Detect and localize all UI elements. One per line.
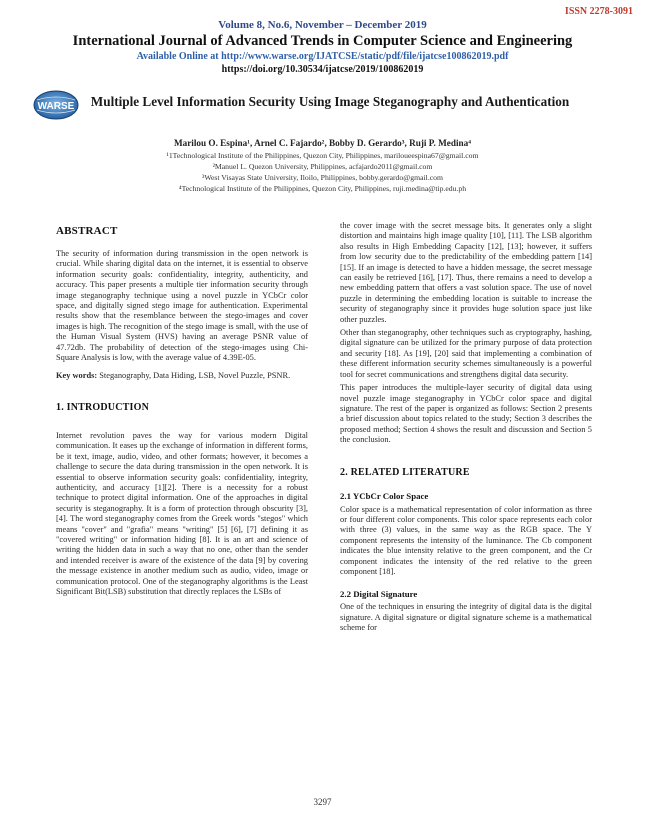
- keywords-label: Key words:: [56, 371, 98, 381]
- warse-logo: [29, 90, 83, 120]
- paper-title: Multiple Level Information Security Using Image Steganography and Authentication: [90, 94, 570, 109]
- digital-signature-text: One of the techniques in ensuring the integrity of digital data is the digital signature. A digital signature or digital signature scheme is a mathematical scheme for: [340, 602, 592, 633]
- globe-logo-icon: [29, 90, 83, 120]
- logo-text: WARSE: [37, 101, 75, 112]
- keywords-text: Steganography, Data Hiding, LSB, Novel Puzzle, PSNR.: [99, 371, 291, 381]
- affiliation: ¹1Technological Institute of the Philippines, Quezon City, Philippines, mariloueespina67@gmail.com: [166, 151, 479, 160]
- abstract-text: The security of information during transmission in the open network is crucial. While sharing digital data on the internet, it is essential to observe information security goals: confidentiality, integrity, authenticity, and accuracy. This paper presents a multiple tier information security through image steganography technique using a novel puzzle in YCbCr color space, and digitally signed stego image for authentication. Experimental results show that the resemblance between the stego-images and cover images is high. The recognition of the stego image is small, with the use of the Human Visual System (HVS) having an average PSNR value of 47.72db. The probability of detection of the stego-images using Chi-Square Analysis is low, with the average value of 4.39E-05.: [56, 249, 308, 363]
- right-column: [340, 221, 592, 634]
- ycbcr-text: Color space is a mathematical representation of color information as three or four different color components. This color space represents each color with three (3) values, in the same way as the RGB space. The Y component represents the intensity of the luminance. The Cb component indicates the blue intensity relative to the green component, and the Cr component indicates the intensity of the red relative to the green component [18].: [340, 504, 592, 576]
- ycbcr-subheading: 2.1 YCbCr Color Space: [340, 490, 429, 501]
- introduction-text: Internet revolution paves the way for various modern Digital communication. It eases up the exchange of information in different forms, be it text, image, audio, video, and other formats; however, it becomes a challenge to secure the data during transmission in the open network. It is essential to observe information security goals: confidentiality, integrity, authenticity, and accuracy [1][2]. There is a necessity for a robust technique to protect digital information. One of the approaches in digital security is steganography. It is a form of protection through obscurity [3], [4]. The word steganography comes from the Greek words "stegos" which means "cover" and "grafia" means "writing" [5] [6], [7] defining it as "covered writing" or information hiding [8]. It is an art and science of writing the hidden data in such a way that no one, other than the sender and intended receiver is aware of the existence of the data [9] by covering the message existence in another medium such as audio, video, image or communication protocol. One of the steganography algorithms is the Least Significant Bit(LSB) substitution that directly replaces the LSBs of: [56, 430, 308, 596]
- page-number: 3297: [313, 797, 332, 807]
- digital-signature-subheading: 2.2 Digital Signature: [340, 589, 418, 600]
- body-paragraph: This paper introduces the multiple-layer security of digital data using novel puzzle image steganography in YCbCr color space and digital signature. The rest of the paper is organized as follows: Section 2 presents a brief discussion about topics related to the study; Section 3 describes the proposed method; Section 4 shows the result and discussion and Section 5 the conclusion.: [340, 383, 592, 445]
- body-paragraph: the cover image with the secret message bits. It generates only a slight distortion and maintains high image quality [10], [11]. The LSB algorithm also results in High Embedding Capacity [12], [13]; however, it suffers from low security due to the predictability of the embedding pattern [14][15]. If an image is detected to have a hidden message, the secret message can easily be retrieved [16], [17]. Thus, there remains a need to develop a new embedding pattern that offers a vast solution space. The use of novel puzzle in determining the embedding location is suitable to increase the security of steganography since it provides huge solution space just like other puzzles.: [340, 221, 592, 324]
- doi-link[interactable]: https://doi.org/10.30534/ijatcse/2019/100862019: [221, 64, 424, 75]
- introduction-heading: 1. INTRODUCTION: [56, 401, 150, 413]
- volume-issue: Volume 8, No.6, November – December 2019: [218, 19, 427, 31]
- online-url-link[interactable]: Available Online at http://www.warse.org/IJATCSE/static/pdf/file/ijatcse100862019.pdf: [136, 51, 509, 62]
- abstract-heading: ABSTRACT: [56, 225, 118, 237]
- affiliation: ²Manuel L. Quezon University, Philippines, acfajardo2011@gmail.com: [212, 162, 433, 171]
- body-paragraph: Other than steganography, other techniques such as cryptography, hashing, digital signature can be utilized for the primary purpose of data protection and security [18]. As [19], [20] said that implementing a combination of these different information security schemes simultaneously is a powerful tool for secret communications and strengthens digital data security.: [340, 328, 592, 379]
- author-list: Marilou O. Espina¹, Arnel C. Fajardo², Bobby D. Gerardo³, Ruji P. Medina⁴: [173, 138, 472, 148]
- left-column: [56, 225, 308, 597]
- affiliation: ³West Visayas State University, Iloilo, Philippines, bobby.gerardo@gmail.com: [202, 173, 443, 182]
- keywords: [56, 371, 308, 381]
- issn-label: ISSN 2278-3091: [564, 6, 633, 17]
- journal-title: International Journal of Advanced Trends in Computer Science and Engineering: [72, 33, 573, 49]
- related-literature-heading: 2. RELATED LITERATURE: [340, 466, 470, 478]
- affiliation: ⁴Technological Institute of the Philippines, Quezon City, Philippines, ruji.medina@tip.edu.ph: [178, 184, 467, 193]
